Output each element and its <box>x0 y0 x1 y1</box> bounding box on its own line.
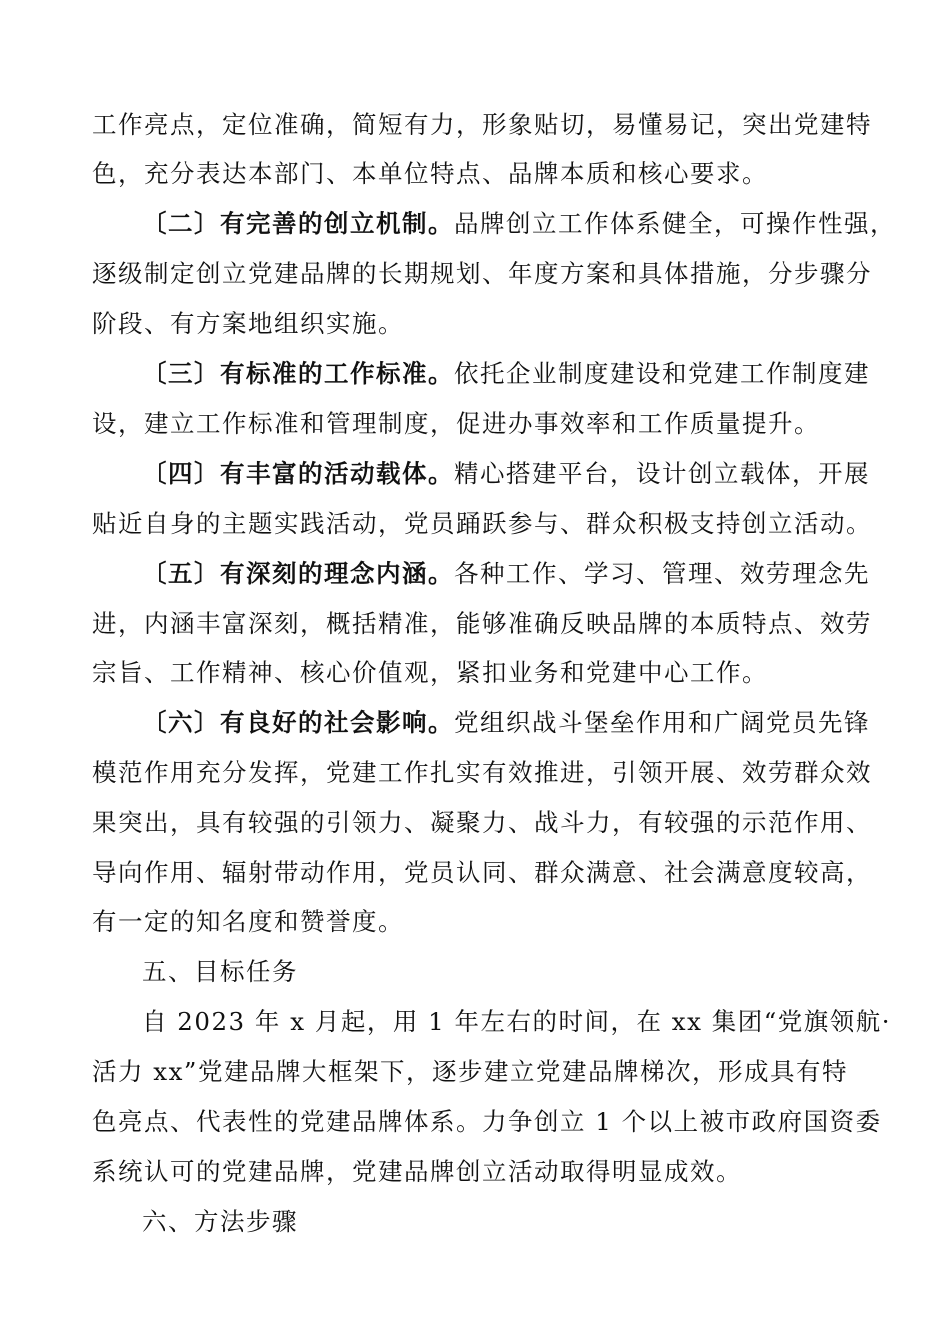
item-first-line <box>142 358 870 390</box>
paragraph-line: 活力 xx”党建品牌大框架下，逐步建立党建品牌梯次，形成具有特 <box>92 1057 848 1086</box>
item-heading: 〔二〕有完善的创立机制。 <box>142 209 454 238</box>
paragraph-line: 果突出，具有较强的引领力、凝聚力、战斗力，有较强的示范作用、 <box>92 808 872 837</box>
item-heading: 〔三〕有标准的工作标准。 <box>142 359 454 388</box>
paragraph-line: 贴近自身的主题实践活动，党员踊跃参与、群众积极支持创立活动。 <box>92 509 872 538</box>
paragraph-line: 自 2023 年 x 月起，用 1 年左右的时间，在 xx 集团“党旗领航· <box>142 1007 892 1036</box>
item-text: 品牌创立工作体系健全，可操作性强， <box>454 209 896 238</box>
item-text: 党组织战斗堡垒作用和广阔党员先锋 <box>454 708 870 737</box>
item-text: 精心搭建平台，设计创立载体，开展 <box>454 459 870 488</box>
paragraph-line: 模范作用充分发挥，党建工作扎实有效推进，引领开展、效劳群众效 <box>92 758 872 787</box>
item-text: 各种工作、学习、管理、效劳理念先 <box>454 559 870 588</box>
paragraph-line: 色，充分表达本部门、本单位特点、品牌本质和核心要求。 <box>92 159 768 188</box>
paragraph-line: 工作亮点，定位准确，简短有力，形象贴切，易懂易记，突出党建特 <box>92 110 872 139</box>
section-heading: 五、目标任务 <box>142 957 298 986</box>
paragraph-line: 有一定的知名度和赞誉度。 <box>92 907 404 936</box>
item-heading: 〔六〕有良好的社会影响。 <box>142 708 454 737</box>
paragraph-line: 逐级制定创立党建品牌的长期规划、年度方案和具体措施，分步骤分 <box>92 259 872 288</box>
item-first-line <box>142 558 870 590</box>
paragraph-line: 系统认可的党建品牌，党建品牌创立活动取得明显成效。 <box>92 1157 742 1186</box>
paragraph-line: 阶段、有方案地组织实施。 <box>92 309 404 338</box>
item-first-line <box>142 208 896 240</box>
paragraph-line: 设，建立工作标准和管理制度，促进办事效率和工作质量提升。 <box>92 409 820 438</box>
paragraph-line: 宗旨、工作精神、核心价值观，紧扣业务和党建中心工作。 <box>92 658 768 687</box>
item-heading: 〔四〕有丰富的活动载体。 <box>142 459 454 488</box>
item-text: 依托企业制度建设和党建工作制度建 <box>454 359 870 388</box>
item-first-line <box>142 707 870 739</box>
paragraph-line: 色亮点、代表性的党建品牌体系。力争创立 1 个以上被市政府国资委 <box>92 1107 882 1136</box>
item-first-line <box>142 458 870 490</box>
item-heading: 〔五〕有深刻的理念内涵。 <box>142 559 454 588</box>
paragraph-line: 导向作用、辐射带动作用，党员认同、群众满意、社会满意度较高， <box>92 858 872 887</box>
paragraph-line: 进，内涵丰富深刻，概括精准，能够准确反映品牌的本质特点、效劳 <box>92 609 872 638</box>
section-heading: 六、方法步骤 <box>142 1207 298 1236</box>
